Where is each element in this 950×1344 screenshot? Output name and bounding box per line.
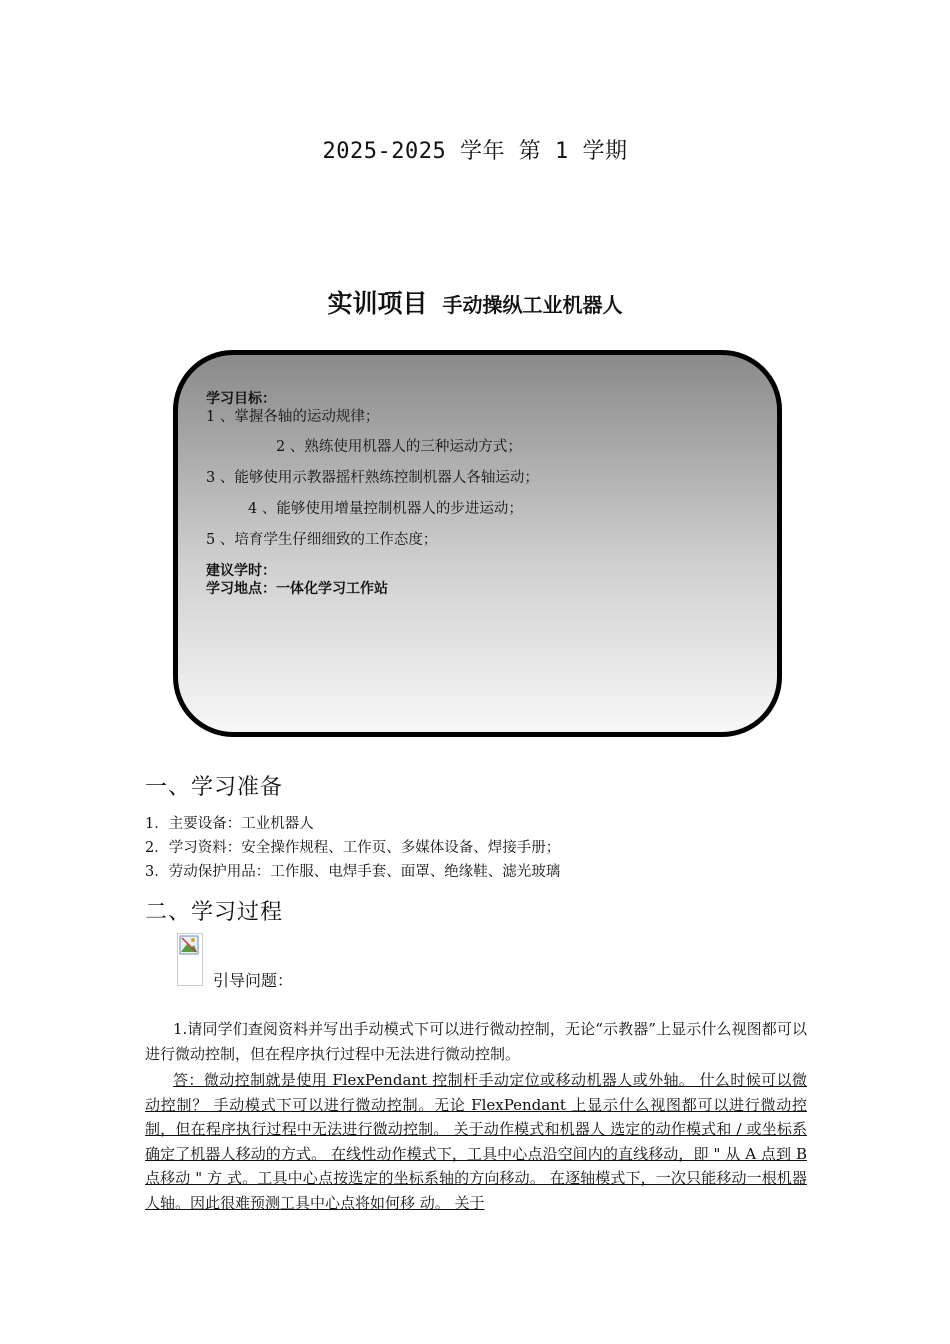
goal-item: 2 、熟练使用机器人的三种运动方式； [276, 439, 522, 455]
guide-question-label: 引导问题： [213, 971, 294, 990]
list-item: 3．劳动保护用品：工作服、电焊手套、面罩、绝缘鞋、滤光玻璃 [145, 864, 561, 880]
semester-heading: 2025-2025 学年 第 1 学期 [322, 139, 628, 164]
broken-image-icon [179, 935, 199, 955]
learning-location: 学习地点：一体化学习工作站 [206, 581, 388, 597]
list-item: 2．学习资料：安全操作规程、工作页、多媒体设备、焊接手册； [145, 840, 561, 856]
project-title [0, 284, 950, 320]
project-name: 手动操纵工业机器人 [442, 293, 623, 317]
goal-item: 1 、掌握各轴的运动规律； [206, 409, 380, 425]
section-title-process: 二、学习过程 [145, 900, 284, 925]
goal-item: 3 、能够使用示教器摇杆熟练控制机器人各轴运动； [206, 470, 539, 486]
list-item: 1．主要设备：工业机器人 [145, 816, 314, 832]
broken-image-placeholder [177, 933, 203, 986]
goal-item: 5 、培育学生仔细细致的工作态度； [206, 532, 438, 548]
question-text: 1.请同学们查阅资料并写出手动模式下可以进行微动控制，无论“示教器”上显示什么视图都可以进行微动控制，但在程序执行过程中无法进行微动控制。 [145, 1020, 807, 1063]
answer-text: 答：微动控制就是使用 FlexPendant 控制杆手动定位或移动机器人或外轴。 什么时候可以微动控制？ 手动模式下可以进行微动控制。无论 FlexPendant 上显示什么视图都可以进行微动控 制，但在程序执行过程中无法进行微动控制。 关于动作模式和机器人 选定的动作模式和 / 或坐标系确定了机器人移动的方式。 在线性动作模式下，工具中心点沿空间内的直线移动，即 " 从 A 点到 B 点移动 " 方 式。工具中心点按选定的坐标系轴的方向移动。 在逐轴模式下，一次只能移动一根机器人轴。因此很难预测工具中心点将如何移 动。 关于 [145, 1071, 807, 1212]
preparation-list [145, 812, 560, 884]
learning-goals-box [173, 350, 782, 737]
suggested-hours: 建议学时： [206, 563, 276, 579]
goals-heading: 学习目标： [206, 391, 276, 407]
goal-item: 4 、能够使用增量控制机器人的步进运动； [248, 501, 523, 517]
project-label: 实训项目 [327, 289, 428, 318]
section-title-preparation: 一、学习准备 [145, 775, 284, 800]
